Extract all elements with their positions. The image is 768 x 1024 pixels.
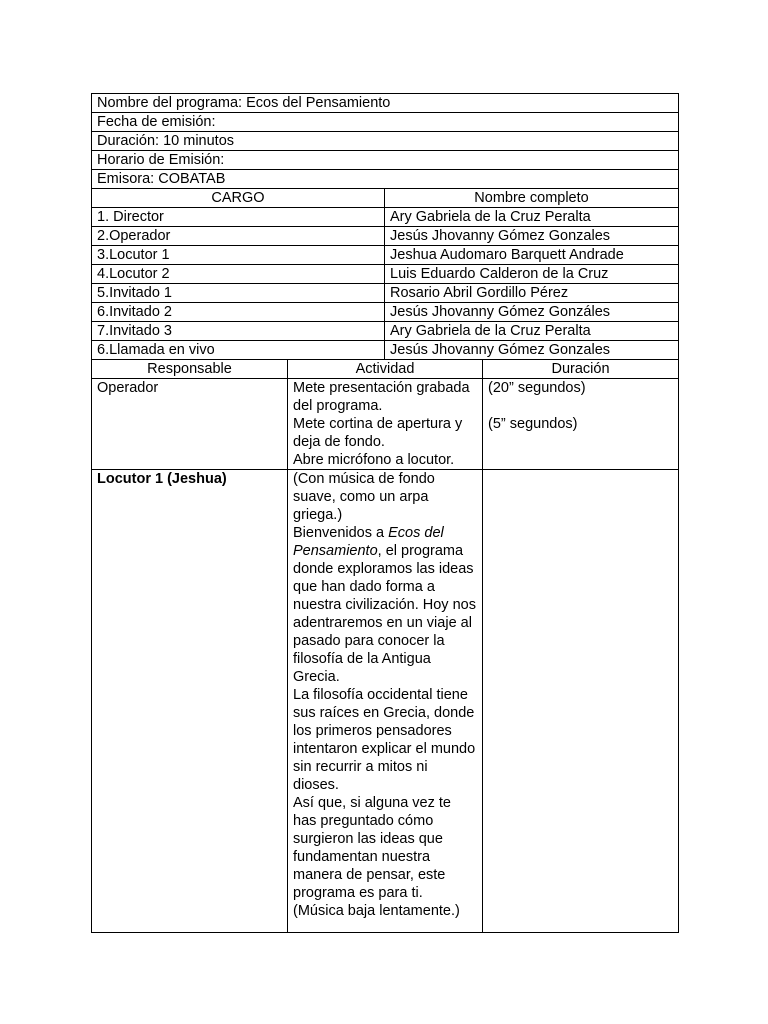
staff-role: 4.Locutor 2 [92,265,385,284]
script-header-row [92,360,679,379]
activity-line: Mete presentación grabada del programa. [293,380,470,414]
staff-role: 2.Operador [92,227,385,246]
staff-row [92,246,679,265]
staff-role: 1. Director [92,208,385,227]
script-duration [483,470,679,933]
staff-header-row [92,189,679,208]
program-script-table [91,93,679,933]
activity-line: Mete cortina de apertura y deja de fondo. [293,416,463,450]
program-name-row [92,94,679,113]
staff-header-role: CARGO [92,189,385,208]
activity-paragraph: (Música baja lentamente.) [293,903,460,919]
script-header-activity: Actividad [288,360,483,379]
staff-role: 3.Locutor 1 [92,246,385,265]
staff-row [92,265,679,284]
script-activity [288,379,483,470]
activity-text: , el programa donde exploramos las ideas que han dado forma a nuestra civilización. Hoy nos adentraremos en un viaje al pasado para conocer la filosofía de la Antigua Grecia. [293,543,476,685]
script-row-operator [92,379,679,470]
staff-name: Ary Gabriela de la Cruz Peralta [385,322,679,341]
script-row-locutor [92,470,679,933]
staff-name: Jeshua Audomaro Barquett Andrade [385,246,679,265]
script-duration [483,379,679,470]
staff-name: Jesús Jhovanny Gómez Gonzáles [385,303,679,322]
document-page [91,93,678,933]
duration-spacer [488,397,673,415]
script-responsible: Locutor 1 (Jeshua) [92,470,288,933]
script-header-duration: Duración [483,360,679,379]
staff-row [92,322,679,341]
program-duration: Duración: 10 minutos [92,132,679,151]
broadcast-schedule: Horario de Emisión: [92,151,679,170]
staff-name: Jesús Jhovanny Gómez Gonzales [385,341,679,360]
staff-name: Ary Gabriela de la Cruz Peralta [385,208,679,227]
duration-line: (20” segundos) [488,380,586,396]
schedule-row [92,151,679,170]
station-row [92,170,679,189]
script-responsible: Operador [92,379,288,470]
duration-line: (5” segundos) [488,416,578,432]
activity-paragraph: La filosofía occidental tiene sus raíces en Grecia, donde los primeros pensadores intentaron explicar el mundo sin recurrir a mitos ni dioses. [293,687,476,793]
staff-row [92,227,679,246]
staff-role: 5.Invitado 1 [92,284,385,303]
staff-role: 6.Invitado 2 [92,303,385,322]
activity-paragraph: (Con música de fondo suave, como un arpa griega.) [293,471,435,523]
staff-row [92,341,679,360]
staff-header-name: Nombre completo [385,189,679,208]
staff-row [92,303,679,322]
staff-row [92,208,679,227]
staff-name: Rosario Abril Gordillo Pérez [385,284,679,303]
script-header-responsible: Responsable [92,360,288,379]
duration-row [92,132,679,151]
station: Emisora: COBATAB [92,170,679,189]
staff-name: Jesús Jhovanny Gómez Gonzales [385,227,679,246]
program-name: Nombre del programa: Ecos del Pensamiento [92,94,679,113]
activity-paragraph [293,524,477,686]
activity-line: Abre micrófono a locutor. [293,452,455,468]
script-activity [288,470,483,933]
activity-paragraph: Así que, si alguna vez te has preguntado cómo surgieron las ideas que fundamentan nuestra manera de pensar, este programa es para ti. [293,795,451,901]
activity-text: Bienvenidos a [293,525,389,541]
broadcast-date: Fecha de emisión: [92,113,679,132]
staff-role: 7.Invitado 3 [92,322,385,341]
staff-role: 6.Llamada en vivo [92,341,385,360]
broadcast-date-row [92,113,679,132]
program-title-italic: Ecos del Pensamiento [293,525,444,559]
staff-row [92,284,679,303]
staff-name: Luis Eduardo Calderon de la Cruz [385,265,679,284]
